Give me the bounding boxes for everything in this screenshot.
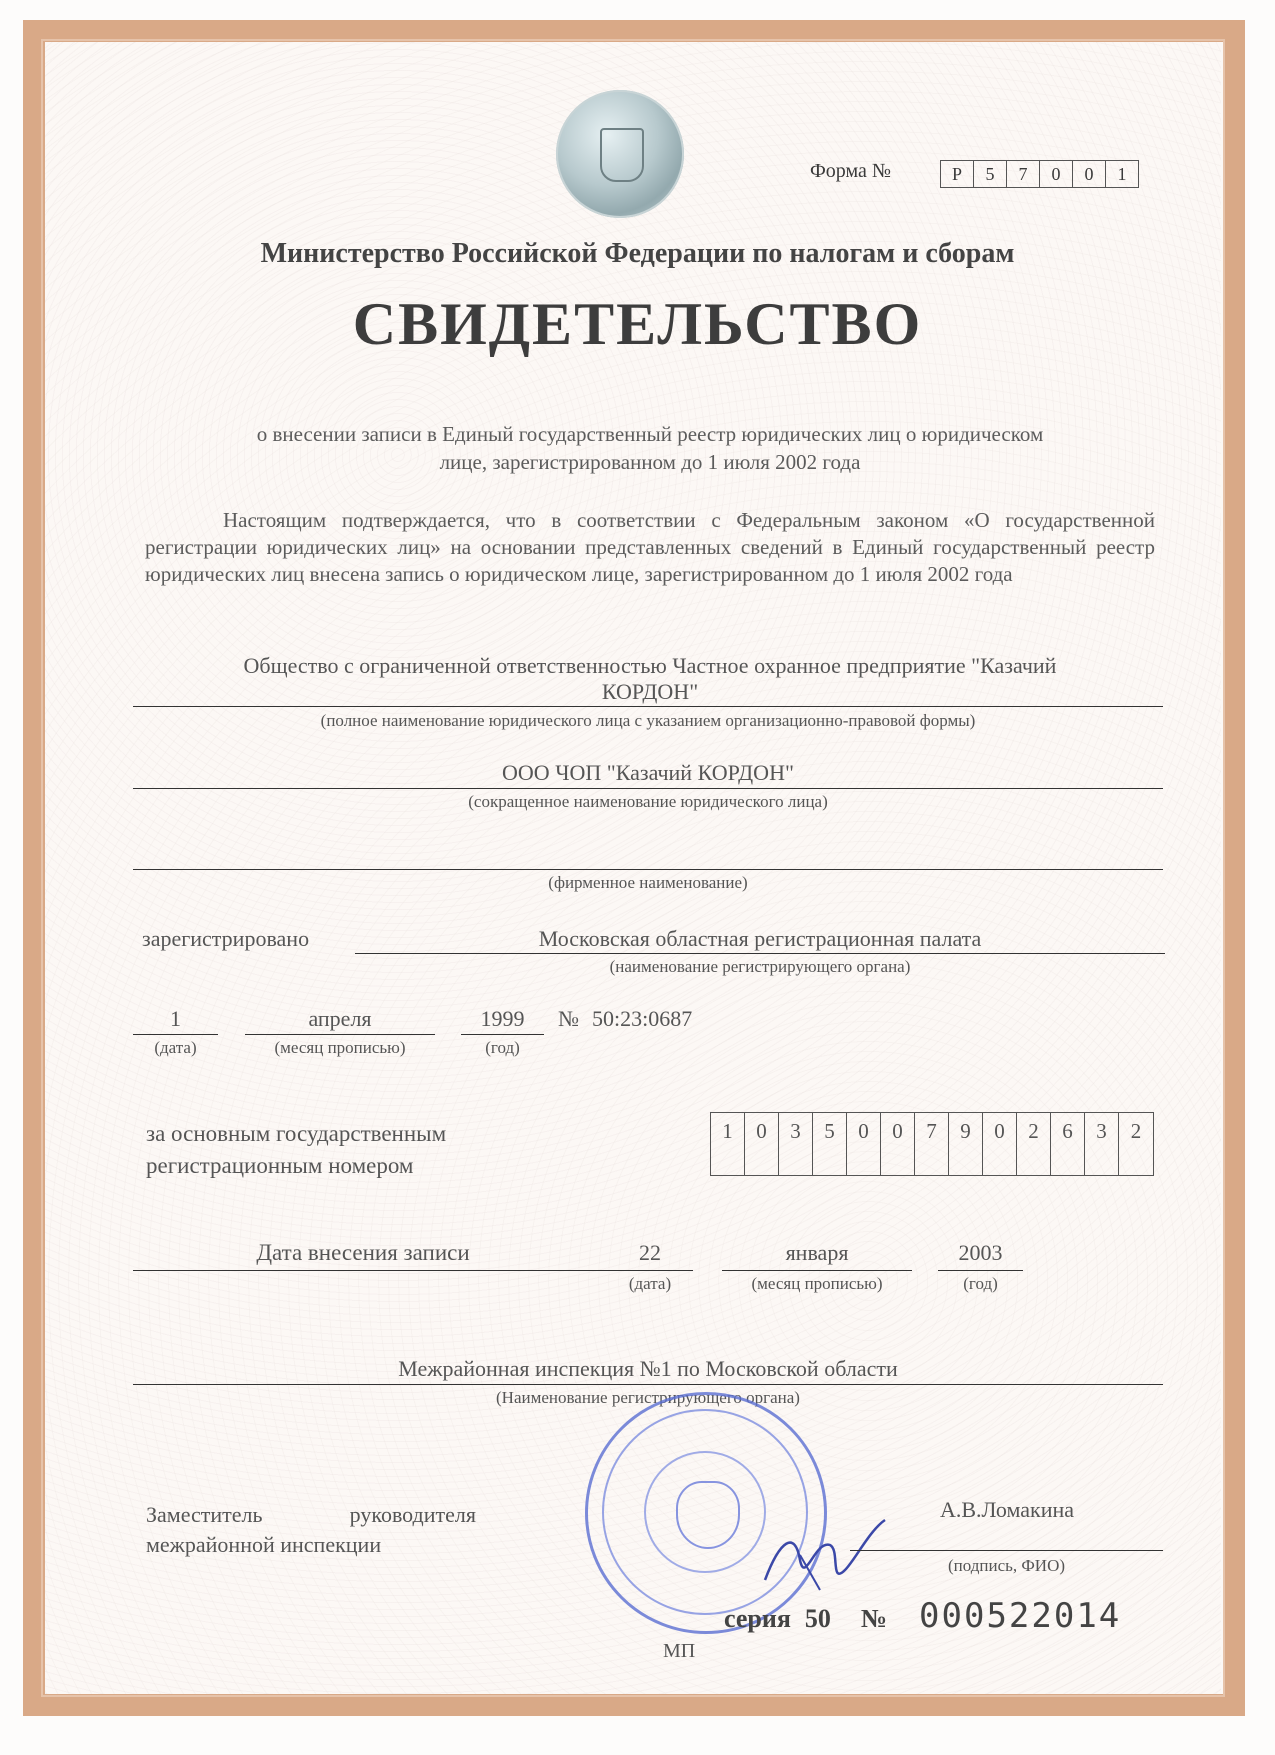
ogrn-label	[146, 1118, 446, 1182]
registered-underline	[355, 953, 1165, 954]
authority-caption: (Наименование регистрирующего органа)	[496, 1388, 800, 1407]
reg-month-caption: (месяц прописью)	[274, 1038, 406, 1057]
entry-day: 22	[639, 1240, 661, 1265]
ogrn-digit: 6	[1051, 1113, 1085, 1175]
ogrn-digit: 0	[847, 1113, 881, 1175]
authority-value: Межрайонная инспекция №1 по Московской области	[398, 1356, 898, 1381]
serial-series: 50	[804, 1604, 831, 1633]
body-paragraph: Настоящим подтверждается, что в соответствии с Федеральным законом «О государственной регистрации юридических лиц» на основании представленных сведений в Единый государственный реестр юридических лиц внесена запись о юридическом лице, зарегистрированном до 1 июля 2002 года	[145, 508, 1155, 586]
serial-number-block	[724, 1596, 1121, 1636]
subtitle-line: лице, зарегистрированном до 1 июля 2002 года	[439, 450, 861, 474]
firm-name-underline	[133, 869, 1163, 870]
reg-day: 1	[170, 1006, 181, 1031]
firm-name-caption: (фирменное наименование)	[548, 873, 748, 892]
reg-number-sign: №	[558, 1006, 579, 1031]
form-cell: 0	[1073, 161, 1106, 187]
form-cell: 5	[974, 161, 1007, 187]
form-label: Форма №	[810, 160, 891, 182]
form-cell: 1	[1117, 164, 1127, 184]
signature-underline	[850, 1550, 1163, 1551]
ogrn-digit: 3	[1085, 1113, 1119, 1175]
full-name-value	[145, 653, 1155, 705]
document-title: СВИДЕТЕЛЬСТВО	[352, 291, 923, 357]
form-cell: 7	[1007, 161, 1040, 187]
ogrn-digit: 1	[711, 1113, 745, 1175]
serial-number-sign: №	[860, 1604, 888, 1633]
ogrn-number-box	[710, 1112, 1154, 1176]
form-cell: 0	[1040, 161, 1073, 187]
entry-month-caption: (месяц прописью)	[751, 1274, 883, 1293]
reg-day-caption: (дата)	[154, 1038, 197, 1057]
ogrn-digit: 0	[745, 1113, 779, 1175]
reg-year-underline	[461, 1034, 544, 1035]
signature-caption: (подпись, ФИО)	[947, 1556, 1066, 1575]
ogrn-digit: 9	[949, 1113, 983, 1175]
signatory-position-line: Заместитель руководителя	[146, 1502, 476, 1527]
signatory-position	[146, 1500, 476, 1560]
document-subtitle	[145, 420, 1155, 476]
reg-day-underline	[133, 1034, 218, 1035]
ogrn-digit: 5	[813, 1113, 847, 1175]
entry-date-underline	[133, 1270, 693, 1271]
entry-year-caption: (год)	[963, 1274, 998, 1293]
entry-month: января	[785, 1240, 849, 1265]
signatory-position-line: межрайонной инспекции	[146, 1532, 382, 1557]
ogrn-digit: 2	[1017, 1113, 1051, 1175]
seal-label: МП	[663, 1640, 696, 1662]
full-name-caption: (полное наименование юридического лица с указанием организационно-правовой формы)	[320, 711, 976, 730]
subtitle-line: о внесении записи в Единый государственный реестр юридических лиц о юридическом	[256, 422, 1044, 446]
registered-label: зарегистрировано	[142, 926, 310, 951]
registered-value: Московская областная регистрационная палата	[538, 926, 982, 951]
ogrn-label-line: регистрационным номером	[146, 1153, 414, 1178]
ogrn-digit: 7	[915, 1113, 949, 1175]
ogrn-label-line: за основным государственным	[146, 1121, 447, 1146]
short-name-caption: (сокращенное наименование юридического лица)	[468, 792, 828, 811]
reg-month-underline	[245, 1034, 435, 1035]
reg-year-caption: (год)	[485, 1038, 520, 1057]
serial-prefix: серия	[724, 1604, 791, 1633]
serial-number: 000522014	[919, 1596, 1122, 1636]
full-name-underline	[133, 706, 1163, 707]
entry-year-underline	[938, 1270, 1023, 1271]
form-number-box	[940, 160, 1139, 188]
authority-underline	[133, 1384, 1163, 1385]
reg-number: 50:23:0687	[592, 1006, 693, 1031]
short-name-value: ООО ЧОП "Казачий КОРДОН"	[502, 760, 794, 785]
short-name-underline	[133, 788, 1163, 789]
entry-date-label: Дата внесения записи	[256, 1240, 470, 1265]
ogrn-digit: 0	[881, 1113, 915, 1175]
ogrn-digit: 0	[983, 1113, 1017, 1175]
full-name-line: Общество с ограниченной ответственностью Частное охранное предприятие "Казачий	[243, 653, 1057, 678]
entry-year: 2003	[958, 1240, 1003, 1265]
signatory-name: А.В.Ломакина	[940, 1497, 1075, 1522]
reg-year: 1999	[480, 1006, 525, 1031]
form-cell: Р	[941, 161, 974, 187]
hologram-emblem-icon	[556, 90, 684, 218]
full-name-line: КОРДОН"	[601, 679, 699, 704]
registered-caption: (наименование регистрирующего органа)	[609, 957, 911, 976]
ogrn-digit: 3	[779, 1113, 813, 1175]
reg-month: апреля	[308, 1006, 372, 1031]
ogrn-digit: 2	[1130, 1119, 1142, 1143]
ministry-heading: Министерство Российской Федерации по налогам и сборам	[260, 238, 1015, 269]
entry-day-caption: (дата)	[628, 1274, 672, 1293]
entry-month-underline	[722, 1270, 912, 1271]
